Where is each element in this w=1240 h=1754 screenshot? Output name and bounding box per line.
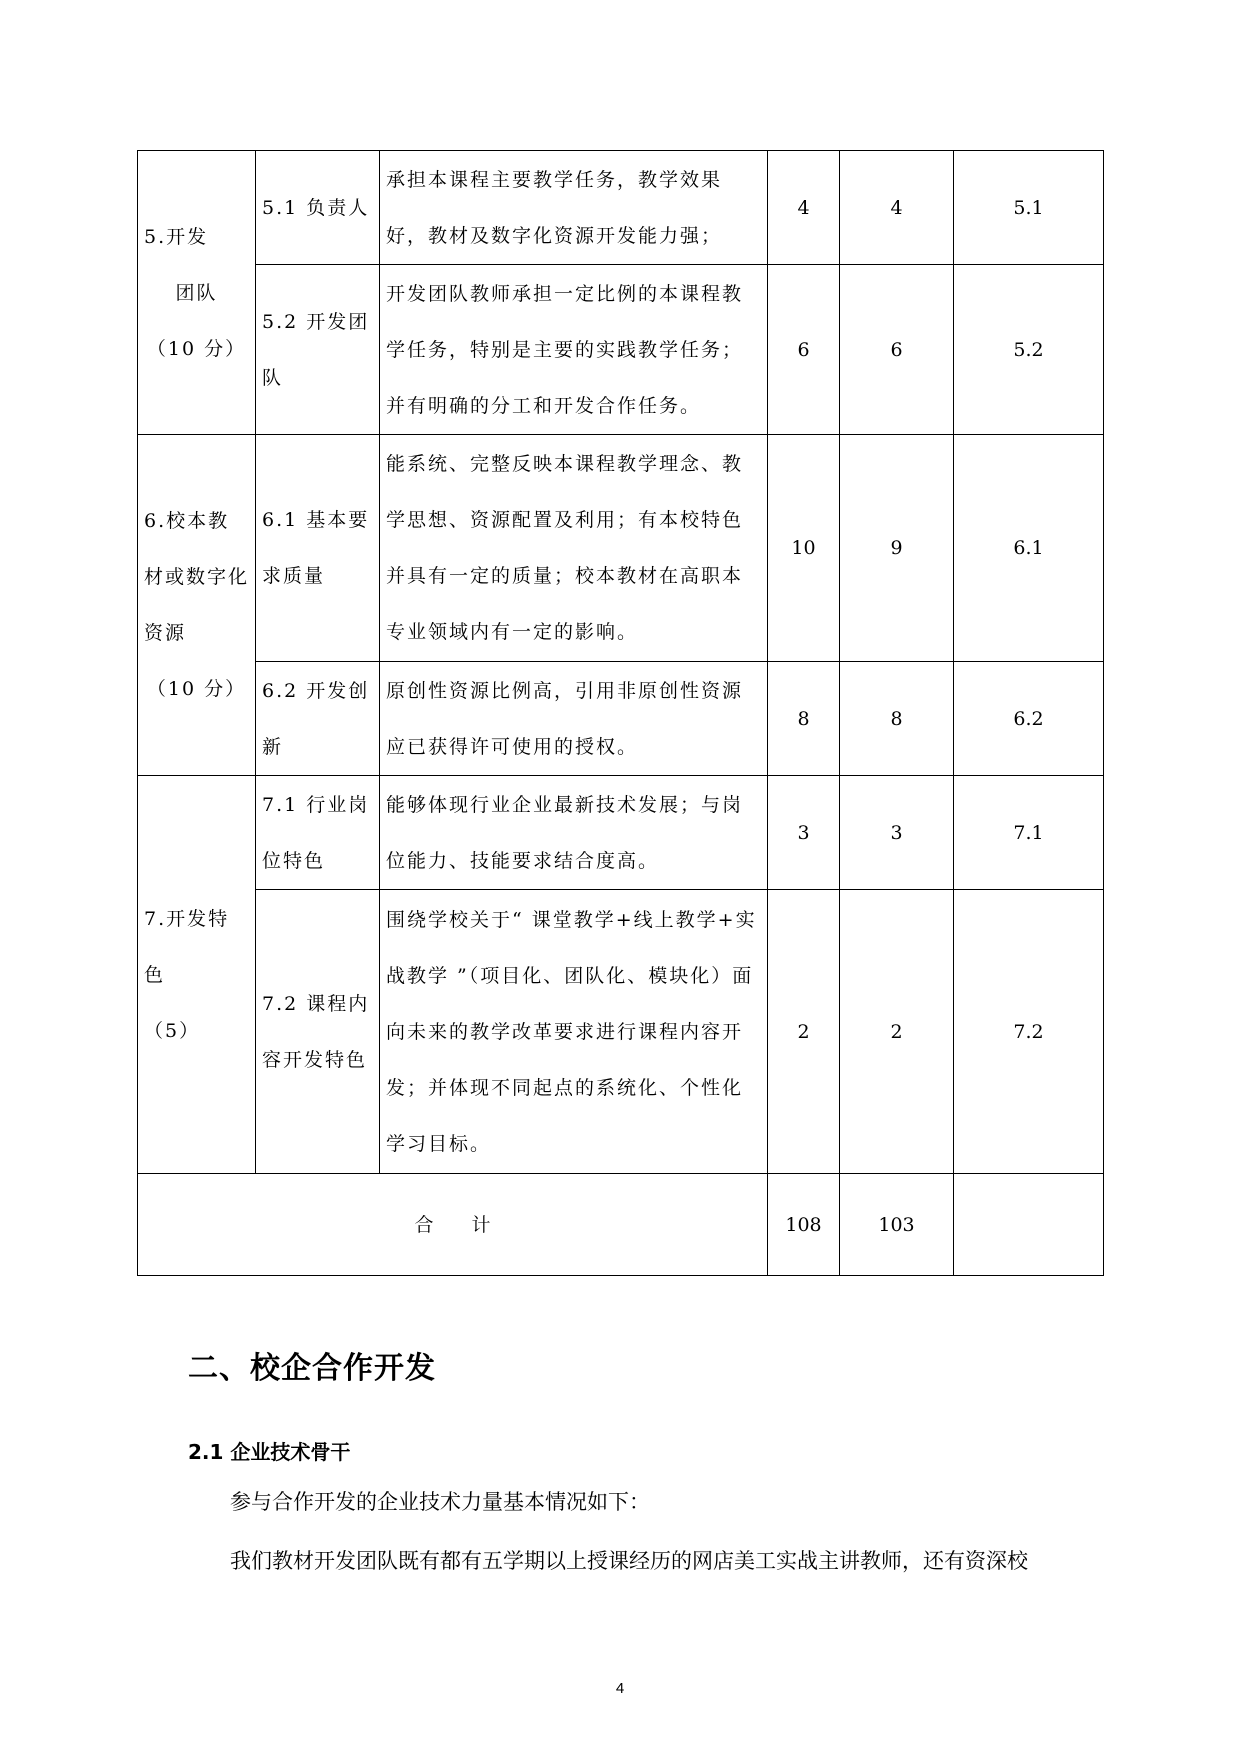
subitem-cell: 5.2 开发团队 [256,265,380,435]
total-score-cell: 108 [768,1174,840,1276]
item-code-cell: 6.1 [954,435,1104,662]
score-cell: 2 [768,890,840,1174]
item-code-cell: 5.2 [954,265,1104,435]
description-cell: 开发团队教师承担一定比例的本课程教学任务，特别是主要的实践教学任务；并有明确的分工和开发合作任务。 [380,265,768,435]
table-row [138,265,1104,435]
score-cell: 2 [840,890,954,1174]
subitem-cell: 7.2 课程内容开发特色 [256,890,380,1174]
total-score-cell: 103 [840,1174,954,1276]
table-row [138,151,1104,265]
description-cell: 承担本课程主要教学任务，教学效果好，教材及数字化资源开发能力强； [380,151,768,265]
category-score: （10 分） [146,678,247,700]
item-code-cell: 7.1 [954,776,1104,890]
table-row [138,776,1104,890]
category-cell [138,435,256,776]
description-cell: 能系统、完整反映本课程教学理念、教学思想、资源配置及利用；有本校特色并具有一定的质量；校本教材在高职本专业领域内有一定的影响。 [380,435,768,662]
score-cell: 3 [840,776,954,890]
category-label: 7.开发特色 [144,907,230,986]
scoring-table [137,150,1104,1276]
category-label: 5.开发 [144,225,209,248]
category-cell [138,151,256,435]
description-cell: 能够体现行业企业最新技术发展；与岗位能力、技能要求结合度高。 [380,776,768,890]
score-cell: 4 [840,151,954,265]
score-cell: 4 [768,151,840,265]
subsection-heading: 2.1 企业技术骨干 [188,1440,351,1464]
score-cell: 8 [768,662,840,776]
description-cell: 原创性资源比例高，引用非原创性资源应已获得许可使用的授权。 [380,662,768,776]
score-cell: 9 [840,435,954,662]
description-cell: 围绕学校关于“ 课堂教学+线上教学+实战教学 ”（项目化、团队化、模块化）面向未来的教学改革要求进行课程内容开发；并体现不同起点的系统化、个性化学习目标。 [380,890,768,1174]
score-cell: 8 [840,662,954,776]
table-row [138,435,1104,662]
item-code-cell: 7.2 [954,890,1104,1174]
category-score: （5） [144,1019,201,1042]
category-label: 6.校本教材或数字化资源 [144,510,250,644]
subitem-cell: 7.1 行业岗位特色 [256,776,380,890]
category-cell [138,776,256,1174]
score-cell: 6 [840,265,954,435]
category-label: 团队 [175,281,218,304]
item-code-cell: 6.2 [954,662,1104,776]
item-code-cell: 5.1 [954,151,1104,265]
subitem-cell: 6.2 开发创新 [256,662,380,776]
total-code-cell [954,1174,1104,1276]
score-cell: 10 [768,435,840,662]
score-cell: 6 [768,265,840,435]
section-heading: 二、校企合作开发 [188,1351,436,1386]
body-paragraph: 我们教材开发团队既有都有五学期以上授课经历的网店美工实战主讲教师，还有资深校 [230,1549,1028,1573]
score-cell: 3 [768,776,840,890]
page-number: 4 [615,1680,625,1697]
body-paragraph: 参与合作开发的企业技术力量基本情况如下： [230,1490,650,1514]
category-score: （10 分） [146,337,247,360]
table-row [138,662,1104,776]
total-row [138,1174,1104,1276]
table-row [138,890,1104,1174]
subitem-cell: 5.1 负责人 [256,151,380,265]
subitem-cell: 6.1 基本要求质量 [256,435,380,662]
total-label: 合 计 [138,1174,768,1276]
